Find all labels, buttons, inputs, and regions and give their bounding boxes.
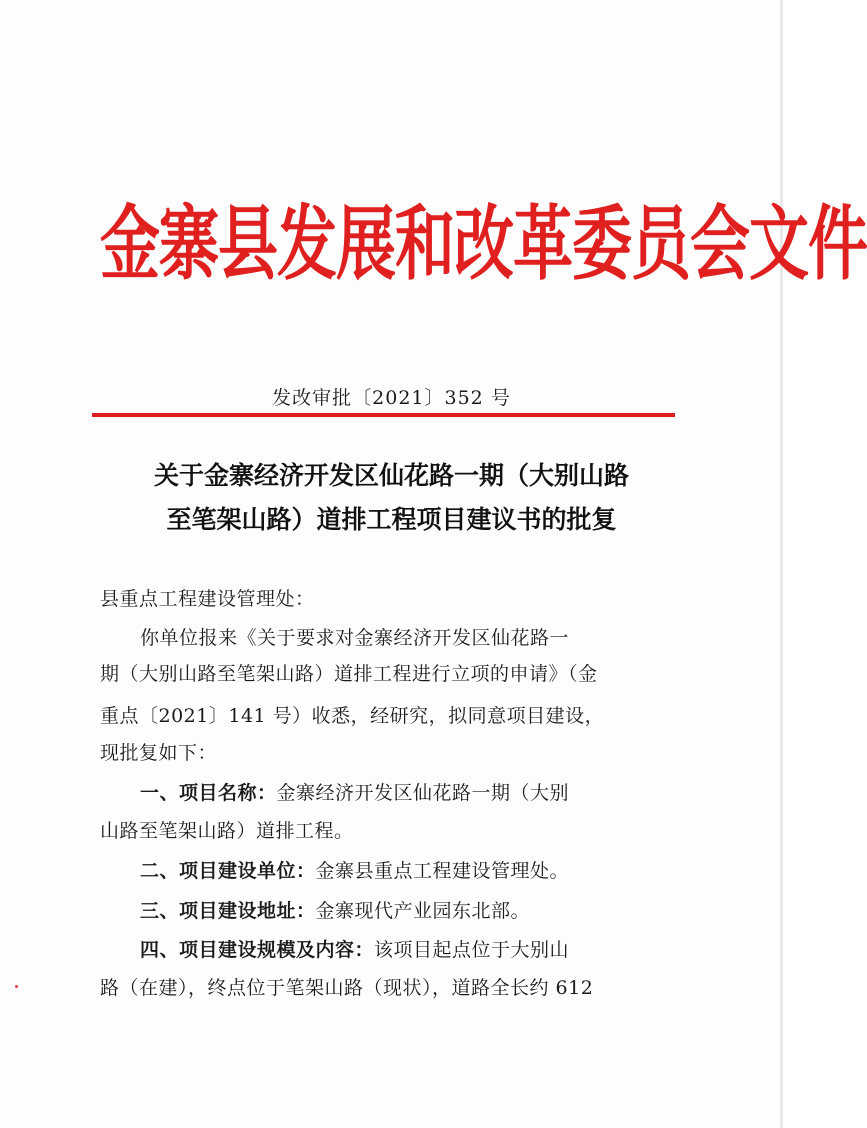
red-divider-rule: [92, 413, 675, 417]
paragraph-line: 路（在建），终点位于笔架山路（现状），道路全长约 612: [100, 977, 594, 999]
paragraph-line: 现批复如下：: [100, 742, 218, 764]
item-text: 金寨现代产业园东北部。: [315, 900, 531, 922]
document-title-line-1: 关于金寨经济开发区仙花路一期（大别山路: [153, 461, 629, 490]
paragraph-line: 重点〔2021〕141 号）收悉，经研究，拟同意项目建设，: [100, 705, 605, 727]
paragraph-line: 期（大别山路至笔架山路）道排工程进行立项的申请》（金: [100, 663, 598, 685]
item-label: 四、项目建设规模及内容：: [140, 939, 375, 961]
scan-speck: [15, 985, 18, 988]
item-project-scale: [140, 937, 720, 963]
item-text: 金寨县重点工程建设管理处。: [315, 860, 570, 882]
addressee: 县重点工程建设管理处：: [100, 588, 315, 610]
item-label: 二、项目建设单位：: [140, 860, 316, 882]
document-title-line-2: 至笔架山路）道排工程项目建议书的批复: [166, 505, 617, 534]
paragraph-line: 山路至笔架山路）道排工程。: [100, 820, 354, 842]
item-project-address: [140, 898, 720, 924]
item-project-unit: [140, 858, 720, 884]
document-number: 发改审批〔2021〕352 号: [272, 387, 511, 409]
item-text: 该项目起点位于大别山: [374, 939, 570, 961]
item-label: 一、项目名称：: [140, 782, 277, 804]
item-text: 金寨经济开发区仙花路一期（大别: [276, 782, 570, 804]
issuer-masthead: 金寨县发展和改革委员会文件: [100, 197, 867, 293]
item-label: 三、项目建设地址：: [140, 900, 316, 922]
paragraph-line: 你单位报来《关于要求对金寨经济开发区仙花路一: [140, 627, 570, 649]
item-project-name: [140, 780, 720, 806]
